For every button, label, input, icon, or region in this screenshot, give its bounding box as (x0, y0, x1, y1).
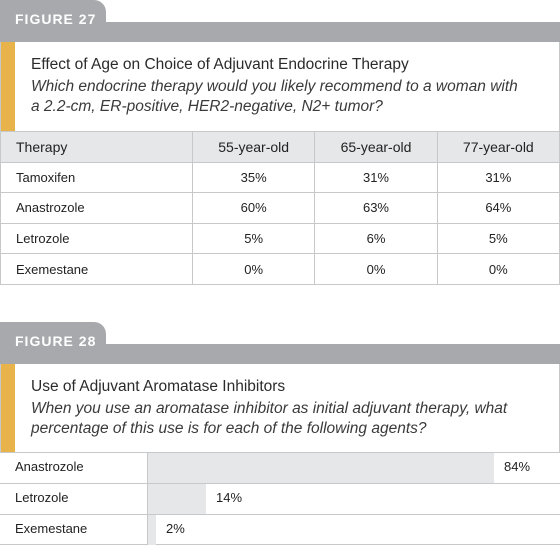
therapy-name: Tamoxifen (1, 162, 193, 193)
bar-track (148, 515, 560, 545)
table-cell: 64% (437, 193, 559, 224)
column-header: 77-year-old (437, 132, 559, 163)
table-cell: 5% (193, 223, 315, 254)
figure-header (0, 364, 560, 452)
therapy-name: Exemestane (1, 254, 193, 285)
table-cell: 60% (193, 193, 315, 224)
accent-bar (1, 42, 15, 131)
column-header: 55-year-old (193, 132, 315, 163)
figure-subtitle (31, 396, 559, 439)
bar-track (148, 453, 560, 483)
bar-value-label: 2% (166, 521, 185, 536)
table-cell: 0% (437, 254, 559, 285)
bar-row (0, 483, 560, 514)
table-cell: 31% (437, 162, 559, 193)
table-cell: 5% (437, 223, 559, 254)
therapy-name: Letrozole (1, 223, 193, 254)
figure-title: Use of Adjuvant Aromatase Inhibitors (31, 378, 286, 395)
bar-value-label: 14% (216, 490, 243, 505)
therapy-name: Anastrozole (1, 193, 193, 224)
bar-row (0, 514, 560, 545)
table-header-row (1, 132, 560, 163)
subtitle-line: When you use an aromatase inhibitor as initial adjuvant therapy, what (31, 400, 508, 417)
table-row (1, 162, 560, 193)
table-row (1, 223, 560, 254)
subtitle-line: Which endocrine therapy would you likely recommend to a woman with (31, 78, 518, 95)
aromatase-bar-chart (0, 452, 560, 545)
subtitle-line: a 2.2-cm, ER-positive, HER2-negative, N2+ tumor? (31, 98, 383, 115)
bar-row (0, 452, 560, 483)
column-header: 65-year-old (315, 132, 437, 163)
table-cell: 31% (315, 162, 437, 193)
therapy-table (0, 131, 560, 285)
table-cell: 6% (315, 223, 437, 254)
column-header: Therapy (1, 132, 193, 163)
bar (148, 484, 206, 514)
table-cell: 35% (193, 162, 315, 193)
figure-tab: FIGURE 28 (0, 322, 106, 364)
bar-value-label: 84% (504, 459, 531, 474)
table-cell: 63% (315, 193, 437, 224)
figure-tab: FIGURE 27 (0, 0, 106, 42)
bar-category-label: Exemestane (0, 515, 148, 545)
figure-subtitle (31, 74, 559, 117)
table-row (1, 193, 560, 224)
subtitle-line: percentage of this use is for each of the following agents? (31, 420, 427, 437)
figure-title: Effect of Age on Choice of Adjuvant Endocrine Therapy (31, 56, 409, 73)
figure-28 (0, 322, 560, 547)
bar-track (148, 484, 560, 514)
bar (148, 453, 494, 483)
figure-header (0, 42, 560, 131)
bar (148, 515, 156, 545)
table-row (1, 254, 560, 285)
table-cell: 0% (193, 254, 315, 285)
accent-bar (1, 364, 15, 452)
bar-category-label: Letrozole (0, 484, 148, 514)
table-cell: 0% (315, 254, 437, 285)
bar-category-label: Anastrozole (0, 453, 148, 483)
